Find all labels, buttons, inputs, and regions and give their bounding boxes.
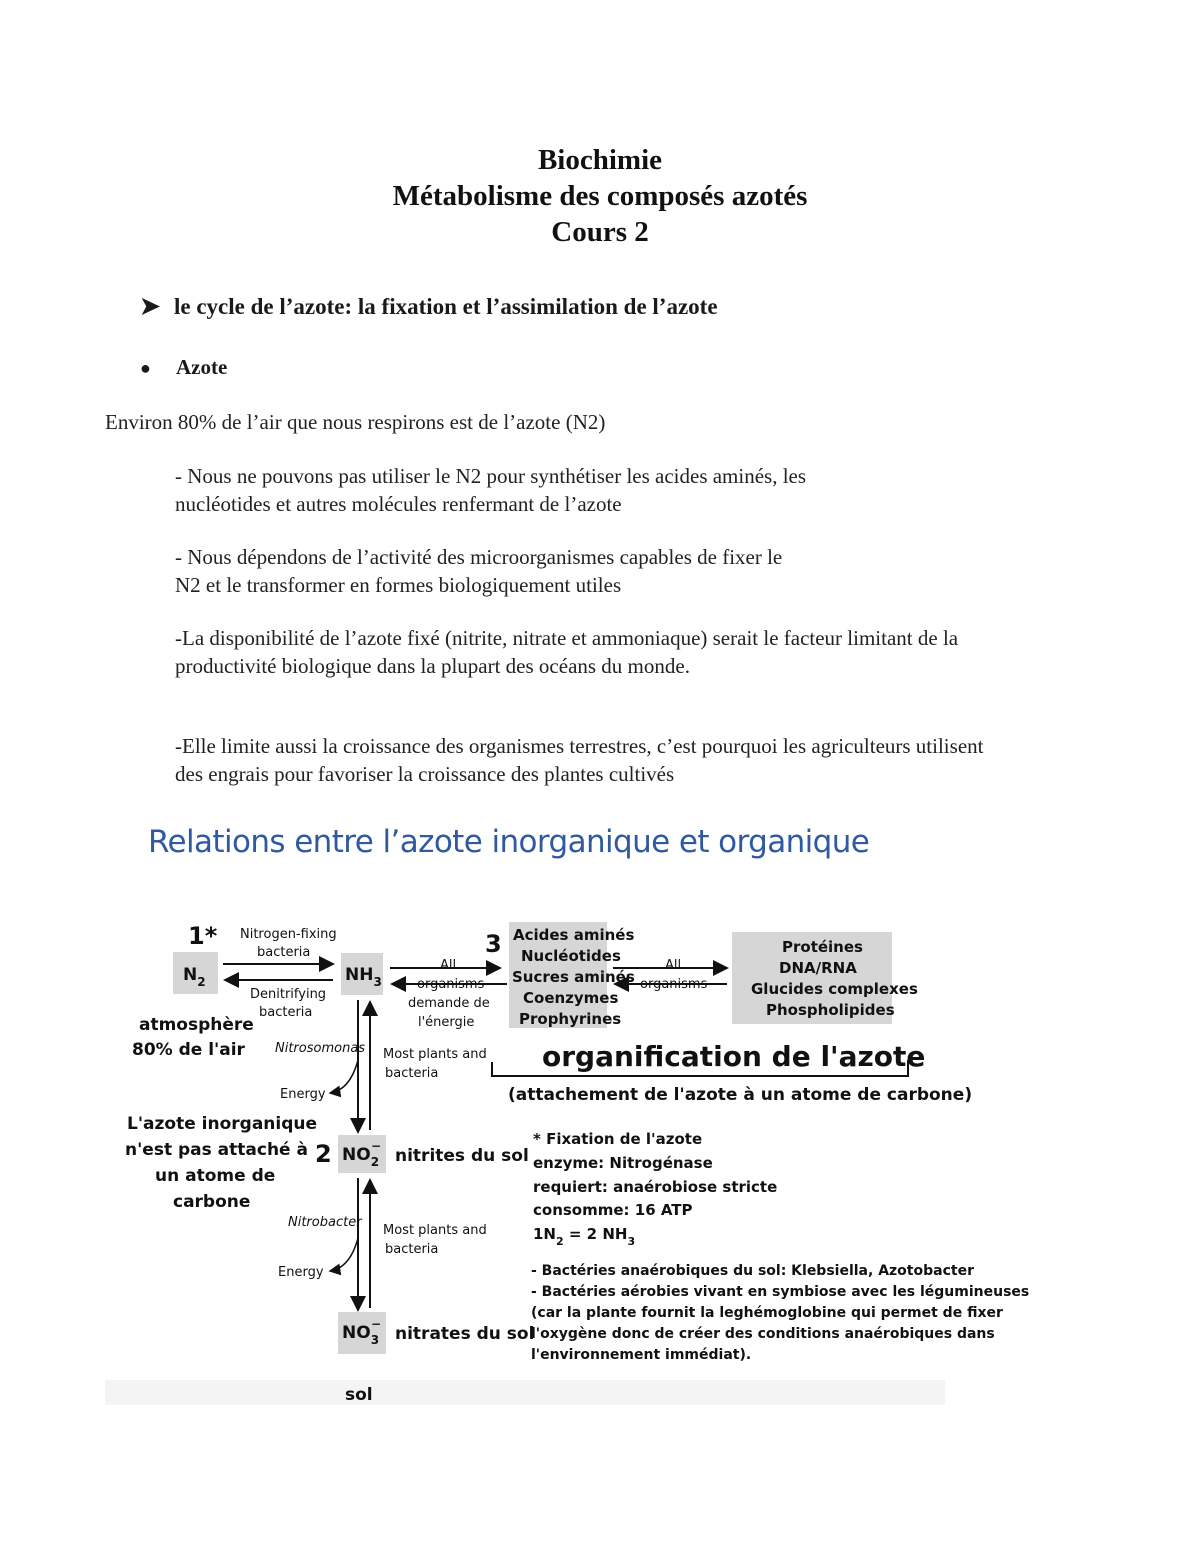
energy-label-2: Energy [278,1265,324,1280]
figure-bottom-band [105,1380,945,1405]
energy-label-1: Energy [280,1087,326,1102]
fixing-bacteria-label-a: Nitrogen-fixing [240,927,337,942]
paragraph-line: -Elle limite aussi la croissance des organismes terrestres, c’est pourquoi les agriculteurs utilisent [175,734,984,758]
no2-label: $NO_2-$ [342,1139,382,1169]
inorganic-note-line: carbone [173,1192,251,1212]
plants-label-2b: bacteria [385,1242,439,1257]
arrow-bullet-icon: ➤ [140,294,161,320]
energy-demand-label-a: demande de [408,996,490,1011]
denitrifying-label-b: bacteria [259,1005,313,1020]
box2-item: Protéines [782,938,863,956]
nitrates-label: nitrates du sol [395,1324,535,1344]
energy-arrow-2 [330,1238,358,1271]
fixation-title: * Fixation de l'azote [533,1130,703,1148]
nitrobacter-label: Nitrobacter [288,1215,362,1230]
step-1-label: 1* [188,922,218,950]
denitrifying-label-a: Denitrifying [250,987,327,1002]
section-heading-text: le cycle de l’azote: la fixation et l’assimilation de l’azote [174,294,718,319]
paragraph-line: des engrais pour favoriser la croissance des plantes cultivés [175,762,675,786]
step-3-label: 3 [485,930,502,958]
box1-item: Sucres aminés [512,968,635,986]
carbon-attachment-label: (attachement de l'azote à un atome de carbone) [508,1085,973,1105]
bullet-label: Azote [176,355,228,379]
bullet-item [140,355,227,380]
paragraph-intro: Environ 80% de l’air que nous respirons est de l’azote (N2) [105,410,606,434]
paragraph-line: N2 et le transformer en formes biologiquement utiles [175,573,622,597]
nh3-label: $NH_3$ [345,965,382,989]
atmosphere-label: atmosphère [139,1015,254,1035]
box1-item: Coenzymes [523,989,619,1007]
paragraph-line: - Nous ne pouvons pas utiliser le N2 pour synthétiser les acides aminés, les [175,464,807,488]
fixation-enzyme: enzyme: Nitrogénase [533,1154,713,1172]
paragraph-line: - Nous dépendons de l’activité des microorganismes capables de fixer le [175,545,783,569]
atmosphere-percent: 80% de l'air [132,1040,245,1060]
fixing-bacteria-label-b: bacteria [257,945,311,960]
box1-item: Prophyrines [519,1010,622,1028]
fixation-requirement: requiert: anaérobiose stricte [533,1178,778,1196]
box1-item: Nucléotides [521,947,621,965]
bullet-dot-icon: ● [140,358,151,378]
document-title [0,142,1200,250]
fixation-note-line: l'environnement immédiat). [531,1347,752,1363]
box2-item: Glucides complexes [751,980,918,998]
box2-item: DNA/RNA [779,959,857,977]
nitrogen-cycle-diagram [105,900,1030,1405]
fixation-equation: $1N_2 = 2$ $NH_3$ [533,1225,636,1248]
energy-demand-label-b: l'énergie [418,1015,475,1030]
inorganic-note-line: un atome de [155,1166,276,1186]
fixation-note-line: l'oxygène donc de créer des conditions anaérobiques dans [531,1326,995,1342]
fixation-consumption: consomme: 16 ATP [533,1201,693,1219]
inorganic-note-line: n'est pas attaché à [125,1140,308,1160]
all-organisms-label-1b: organisms [417,977,485,992]
nitrosomonas-label: Nitrosomonas [275,1041,366,1056]
paragraph-3 [175,624,1105,680]
all-organisms-label-2a: All [665,958,682,973]
energy-arrow-1 [330,1060,358,1093]
fixation-note-line: - Bactéries anaérobiques du sol: Klebsiella, Azotobacter [531,1263,974,1279]
paragraph-1 [175,462,1105,518]
paragraph-line: nucléotides et autres molécules renfermant de l’azote [175,492,622,516]
section-heading [140,292,718,321]
plants-label-1b: bacteria [385,1066,439,1081]
step-2-label: 2 [315,1140,332,1168]
soil-label: sol [345,1385,373,1405]
title-course: Cours 2 [551,216,649,248]
paragraph-2 [175,543,1105,599]
figure-title: Relations entre l’azote inorganique et organique [148,824,870,860]
organification-label: organification de l'azote [542,1040,926,1073]
no3-label: $NO_3-$ [342,1317,382,1347]
paragraph-line: productivité biologique dans la plupart des océans du monde. [175,654,690,678]
fixation-note-line: - Bactéries aérobies vivant en symbiose avec les légumineuses [531,1284,1030,1300]
paragraph-4 [175,732,1105,788]
inorganic-note-line: L'azote inorganique [127,1114,318,1134]
paragraph-line: -La disponibilité de l’azote fixé (nitrite, nitrate et ammoniaque) serait le facteur limitant de la [175,626,959,650]
box1-item: Acides aminés [513,926,635,944]
plants-label-2a: Most plants and [383,1223,487,1238]
title-subject: Biochimie [537,144,663,176]
all-organisms-label-1a: All [440,958,457,973]
all-organisms-label-2b: organisms [640,977,708,992]
n2-label: $N_2$ [183,965,206,989]
nitrites-label: nitrites du sol [395,1146,529,1166]
box2-item: Phospholipides [766,1001,895,1019]
plants-label-1a: Most plants and [383,1047,487,1062]
fixation-note-line: (car la plante fournit la leghémoglobine qui permet de fixer [531,1305,1003,1321]
title-topic: Métabolisme des composés azotés [392,180,808,212]
